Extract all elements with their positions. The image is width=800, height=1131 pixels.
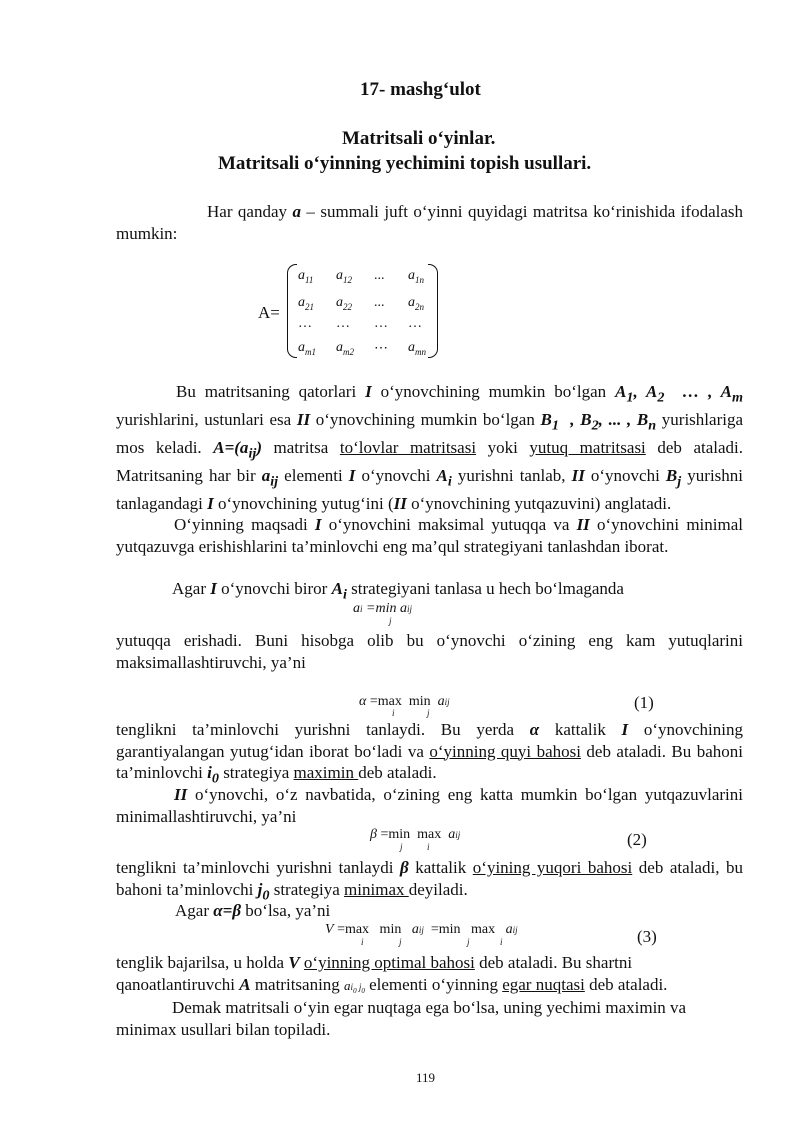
term-maximin: maximin	[293, 763, 359, 783]
alpha-equals-beta: α=β	[213, 901, 242, 920]
matrix-cell: …	[298, 316, 312, 331]
paragraph-optimal	[116, 952, 743, 1002]
equation-ai-min: ai =min aij	[353, 601, 412, 616]
text: strategiya	[218, 763, 294, 783]
text: O‘yinning maqsadi	[174, 515, 315, 534]
text: Har qanday	[207, 202, 293, 221]
player-I: I	[365, 382, 372, 401]
matrix-cell: ...	[374, 295, 385, 310]
text: deb ataladi.	[584, 974, 668, 994]
strategy-j0: $j_0$	[257, 879, 270, 903]
matrix-left-paren	[287, 264, 297, 358]
matrix-cell: $a_{12}$	[336, 268, 352, 285]
equation-3: V =max min aij =min max aij	[325, 922, 518, 937]
eq1-sub-i: i	[392, 708, 395, 718]
strategy-i0: $i_0$	[207, 763, 219, 787]
text: deb ataladi. Bu shartni qanoatlantiruvchi	[116, 953, 633, 994]
matrix-cell: $a_{2n}$	[408, 295, 424, 312]
eq2-sub-i: i	[427, 842, 430, 852]
matrix-cell: $a_{1n}$	[408, 268, 424, 285]
equation-number-2: (2)	[627, 830, 647, 849]
player-I: I	[210, 579, 217, 598]
matrix-A-aij: $A=(a_{ij})$	[213, 437, 262, 462]
text: o‘ynovchi	[355, 465, 437, 485]
page-number: 119	[416, 1070, 436, 1085]
matrix-cell: $a_{mn}$	[408, 340, 426, 357]
text: o‘ynovchining mumkin bo‘lgan	[310, 409, 541, 429]
matrix-cell: $a_{m2}$	[336, 340, 354, 357]
text: o‘ynovchining mumkin bo‘lgan	[371, 382, 616, 401]
eq3-sub-j1: j	[399, 937, 402, 947]
player-II: II	[174, 785, 188, 804]
text: deyiladi.	[408, 879, 468, 899]
equation-number-1: (1)	[634, 693, 654, 712]
text: kattalik	[408, 858, 473, 877]
text: yurishni tanlab,	[451, 465, 572, 485]
text: deb ataladi.	[358, 763, 437, 783]
equation-ai-subscript: j	[389, 616, 392, 626]
text: o‘ynovchi	[584, 465, 666, 485]
term-payment-matrix: to‘lovlar matritsasi	[339, 437, 477, 457]
term-lower-value: o‘yinning quyi bahosi	[429, 741, 581, 761]
symbol-A: A	[239, 974, 251, 994]
text: Bu matritsaning qatorlari	[176, 382, 366, 401]
text: o‘ynovchining yutug‘ini (	[213, 493, 394, 513]
text: elementi	[278, 465, 349, 485]
matrix-cell: ⋯	[374, 341, 388, 356]
text: strategiya	[269, 879, 345, 899]
term-upper-value: o‘yining yuqori bahosi	[472, 858, 633, 877]
matrix-right-paren	[428, 264, 438, 358]
paragraph-player-II	[116, 784, 743, 827]
text: o‘ynovchining yutqazuvini) anglatadi.	[406, 493, 672, 513]
title-line-1: Matritsali o‘yinlar.	[342, 128, 496, 149]
text: o‘ynovchi, o‘z navbatida, o‘zining eng katta mumkin bo‘lgan yutqazuvlarini minimallashtiruvchi, ya’ni	[116, 785, 744, 826]
matrix-cell: $a_{22}$	[336, 295, 352, 312]
paragraph-maximize: yutuqqa erishadi. Buni hisobga olib bu o‘ynovchi o‘zining eng kam yutuqlarini maksimallashtiruvchi, ya’ni	[116, 631, 743, 672]
text: deb ataladi. Bu bahoni ta’minlovchi	[116, 741, 743, 783]
equation-number-3: (3)	[637, 927, 657, 946]
text: matritsa	[261, 437, 340, 457]
player-I: I	[348, 465, 356, 485]
text: Agar	[172, 579, 211, 598]
text: strategiyani tanlasa u hech bo‘lmaganda	[346, 579, 624, 598]
text: kattalik	[539, 720, 622, 739]
symbol-beta: β	[399, 858, 409, 877]
eq3-sub-i1: i	[361, 937, 364, 947]
strategies-B: $B_1$ , $B_2$, ... , $B_n$	[540, 409, 657, 434]
strategy-Ai: $A_i$	[436, 465, 452, 490]
symbol-a: a	[292, 202, 301, 221]
text: o‘ynovchini maksimal yutuqqa va	[321, 515, 577, 534]
text: elementi o‘yinning	[364, 974, 503, 994]
matrix-cell: …	[374, 316, 388, 331]
eq2-sub-j: j	[400, 842, 403, 852]
paragraph-lower-value	[116, 719, 743, 790]
player-II: II	[296, 409, 311, 429]
paragraph-if-equal	[175, 901, 330, 921]
matrix-cell: $a_{21}$	[298, 295, 314, 312]
text: o‘ynovchining garantiyalangan yutug‘idan iborat bo‘ladi va	[116, 720, 743, 761]
paragraph-if-strategy	[172, 579, 624, 603]
text: yurishlarini, ustunlari esa	[116, 409, 297, 429]
matrix-cell: …	[408, 316, 422, 331]
strategy-Ai: $A_i$	[331, 579, 347, 603]
player-I: I	[621, 720, 629, 739]
term-optimal-value: o‘yinning optimal bahosi	[303, 953, 475, 972]
matrix-cell: ...	[374, 268, 385, 283]
text: Agar	[175, 901, 214, 920]
matrix-label: A=	[258, 303, 280, 322]
player-II: II	[393, 493, 407, 513]
text: bo‘lsa, ya’ni	[241, 901, 331, 920]
paragraph-conclusion: Demak matritsali o‘yin egar nuqtaga ega bo‘lsa, uning yechimi maximin va minimax usullari bilan topiladi.	[116, 998, 687, 1039]
eq3-sub-i2: i	[500, 937, 503, 947]
text: matritsaning	[250, 974, 345, 994]
equation-1: α =max min aij	[359, 694, 450, 709]
strategy-Bj: $B_j$	[665, 465, 682, 490]
lesson-heading: 17- mashg‘ulot	[360, 79, 481, 100]
eq3-sub-j2: j	[467, 937, 470, 947]
text: tenglikni ta’minlovchi yurishni tanlaydi	[116, 858, 400, 877]
term-saddle-point: egar nuqtasi	[502, 974, 585, 994]
player-I: I	[314, 515, 322, 534]
text: – summali juft o‘yinni quyidagi matritsa ko‘rinishida ifodalash mumkin:	[116, 202, 743, 243]
paragraph-rows-columns	[116, 381, 743, 515]
title-line-2: Matritsali o‘yinning yechimini topish usullari.	[218, 153, 592, 174]
player-II: II	[571, 465, 585, 485]
text: tenglik bajarilsa, u holda	[116, 953, 289, 972]
text: o‘ynovchi biror	[216, 579, 332, 598]
paragraph-upper-value	[116, 857, 743, 907]
symbol-alpha: α	[529, 720, 540, 739]
symbol-V: V	[288, 953, 300, 972]
element-aij: $a_{ij}$	[261, 465, 279, 490]
text: yoki	[476, 437, 530, 457]
paragraph-intro	[116, 201, 743, 244]
matrix-cell: $a_{m1}$	[298, 340, 316, 357]
player-II: II	[576, 515, 590, 534]
eq1-sub-j: j	[427, 708, 430, 718]
text: o‘ynovchini minimal yutqazuvga erishishlarini ta’minlovchi eng ma’qul strategiyani tanlashdan iborat.	[116, 515, 743, 556]
paragraph-goal	[116, 514, 743, 557]
matrix-cell: …	[336, 316, 350, 331]
text: yurishlariga mos keladi.	[116, 409, 743, 457]
text: deb ataladi. Matritsaning har bir	[116, 437, 744, 485]
strategies-A: $A_1$, $A_2$ … , $A_m$	[615, 382, 743, 406]
element-ai0j0: $ai_0$ $j_0$	[344, 977, 365, 995]
text: yurishni tanlagandagi	[116, 465, 744, 513]
term-minimax: minimax	[344, 879, 409, 899]
equation-2: β =min max aij	[370, 827, 461, 842]
text: tenglikni ta’minlovchi yurishni tanlaydi. Bu yerda	[116, 720, 530, 739]
text: deb ataladi, bu bahoni ta’minlovchi	[116, 858, 743, 899]
term-win-matrix: yutuq matritsasi	[529, 437, 646, 457]
matrix-cell: $a_{11}$	[298, 268, 314, 285]
player-I: I	[207, 493, 214, 513]
